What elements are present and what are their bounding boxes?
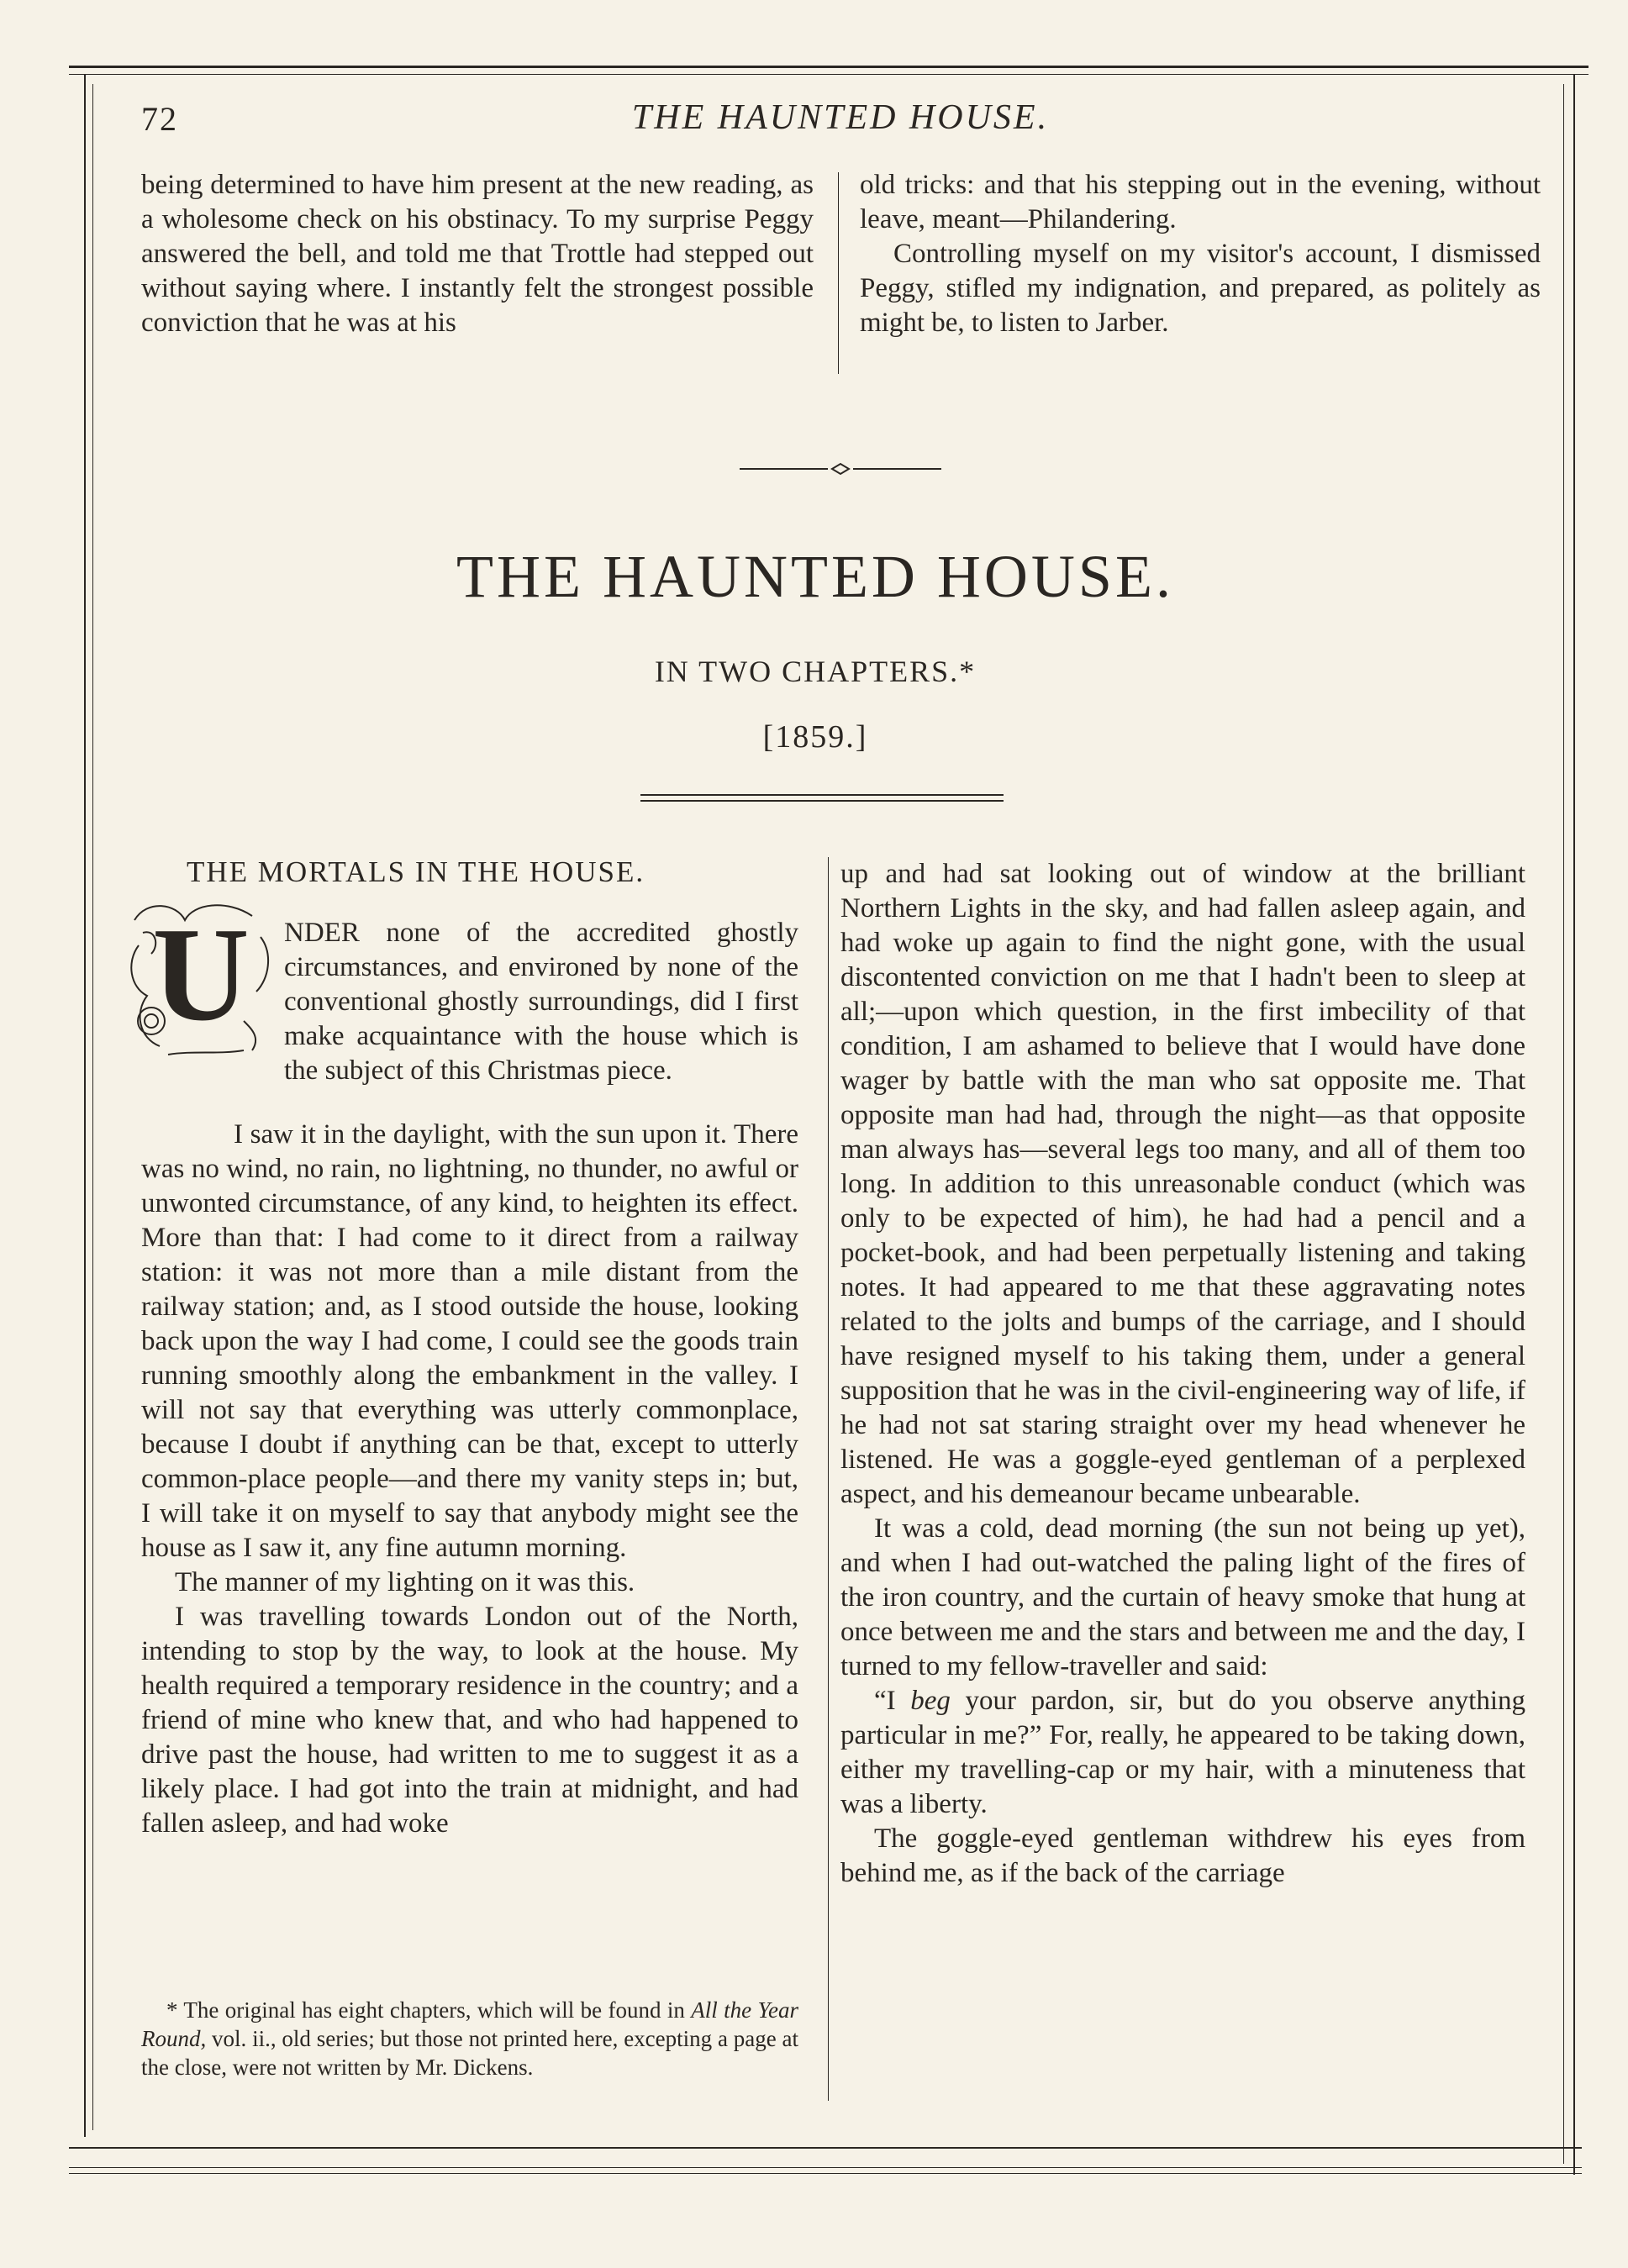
right-p3-rest: your pardon, sir, but do you observe anything particular in me?” For, really, he appeared to be taking down, either my travelling-cap or my hair, with a minuteness that was a liberty. [840, 1686, 1525, 1819]
bottom-border-rule [69, 2147, 1582, 2149]
bottom-border-rule-3 [69, 2173, 1582, 2174]
column-divider-top [838, 172, 839, 374]
bottom-border-rule-2 [69, 2167, 1582, 2168]
running-title: THE HAUNTED HOUSE. [631, 98, 1050, 137]
footnote-italic-title: All the Year Round, [141, 1997, 798, 2051]
left-column-opening [284, 916, 798, 1088]
article-subtitle: IN TWO CHAPTERS.* [654, 655, 977, 688]
decorative-drop-cap [126, 895, 276, 1063]
right-paragraph-2: It was a cold, dead morning (the sun not being up yet), and when I had out-watched the paling light of the fires of the iron country, and the curtain of heavy smoke that hung at once between me and the stars and between me and the day, I turned to my fellow-traveller and said: [840, 1513, 1525, 1681]
right-paragraph-4: The goggle-eyed gentleman withdrew his eyes from behind me, as if the back of the carriage [840, 1823, 1525, 1888]
right-p3-italic: beg [910, 1686, 951, 1716]
opening-paragraph-part1: NDER none of the accredited ghostly circumstances, and environed by none of the conventional ghostly surroundings, did I first make acquaintance with the house which is the subject of this Christmas piece. [284, 918, 798, 1086]
left-paragraph-3: I was travelling towards London out of the North, intending to stop by the way, to look at the house. My health required a temporary residence in the country; and a friend of mine who knew that, and who had happened to drive past the house, had written to me to suggest it as a likely place. I had got into the train at midnight, and had fallen asleep, and had woke [141, 1602, 798, 1839]
ornament-rule [740, 460, 941, 477]
left-frame-inner-line [92, 84, 93, 2130]
right-frame-inner-line [1563, 84, 1564, 2164]
top-left-paragraph: being determined to have him present at the new reading, as a wholesome check on his obstinacy. To my surprise Peggy answered the bell, and told me that Trottle had stepped out without saying where. I instantly felt the strongest possible conviction that he was at his [141, 170, 814, 338]
top-right-paragraph-1: old tricks: and that his stepping out in the evening, without leave, meant—Philandering. [860, 170, 1541, 234]
footnote-text-2: vol. ii., old series; but those not printed here, excepting a page at the close, were not written by Mr. Dickens. [141, 2026, 798, 2080]
page-number: 72 [141, 100, 178, 138]
left-frame-line [84, 74, 86, 2137]
double-rule-lower [640, 800, 1004, 802]
top-border-rule-thin [69, 74, 1588, 75]
top-left-column [141, 168, 814, 340]
right-column-body [840, 857, 1525, 1891]
right-p3-open: “I [874, 1686, 911, 1716]
article-date: [1859.] [762, 719, 868, 755]
right-frame-line [1573, 74, 1575, 2175]
left-column-body [141, 1118, 798, 1841]
section-heading: THE MORTALS IN THE HOUSE. [187, 855, 645, 888]
top-right-column [860, 168, 1541, 340]
right-paragraph-1: up and had sat looking out of window at the brilliant Northern Lights in the sky, and had fallen asleep again, and had woke up again to find the night gone, with the usual discontented conviction on me that I hadn't been to sleep at all;—upon which question, in the first imbecility of that condition, I am ashamed to believe that I would have done wager by battle with the man who sat opposite me. That opposite man had had, through the night—as that opposite man always has—several legs too many, and all of them too long. In addition to this unreasonable conduct (which was only to be expected of him), he had had a pencil and a pocket-book, and had been perpetually listening and taking notes. It had appeared to me that these aggravating notes related to the jolts and bumps of the carriage, and I should have resigned myself to his taking them, under a general supposition that he was in the civil-engineering way of life, if he had not sat staring straight over my head whenever he listened. He was a goggle-eyed gentleman of a perplexed aspect, and his demeanour became unbearable. [840, 859, 1525, 1509]
opening-paragraph-part2: I saw it in the daylight, with the sun upon it. There was no wind, no rain, no lightning, no thunder, no awful or unwonted circumstance, of any kind, to heighten its effect. More than that: I had come to it direct from a railway station: it was not more than a mile distant from the railway station; and, as I stood outside the house, looking back upon the way I had come, I could see the goods train running smoothly along the embankment in the valley. I will not say that everything was utterly commonplace, because I doubt if anything can be that, except to utterly common-place people—and there my vanity steps in; but, I will take it on myself to say that anybody might see the house as I saw it, any fine autumn morning. [141, 1119, 798, 1563]
article-title: THE HAUNTED HOUSE. [456, 543, 1174, 610]
svg-text:U: U [152, 899, 250, 1049]
left-paragraph-2: The manner of my lighting on it was this. [175, 1567, 635, 1597]
footnote-text-1: * The original has eight chapters, which will be found in [166, 1997, 692, 2023]
top-right-paragraph-2: Controlling myself on my visitor's account, I dismissed Peggy, stifled my indignation, and prepared, as politely as might be, to listen to Jarber. [860, 239, 1541, 338]
right-paragraph-3 [840, 1684, 1525, 1822]
footnote [141, 1996, 798, 2081]
column-divider-main [828, 857, 829, 2101]
double-rule-upper [640, 794, 1004, 796]
top-border-rule [69, 66, 1588, 68]
